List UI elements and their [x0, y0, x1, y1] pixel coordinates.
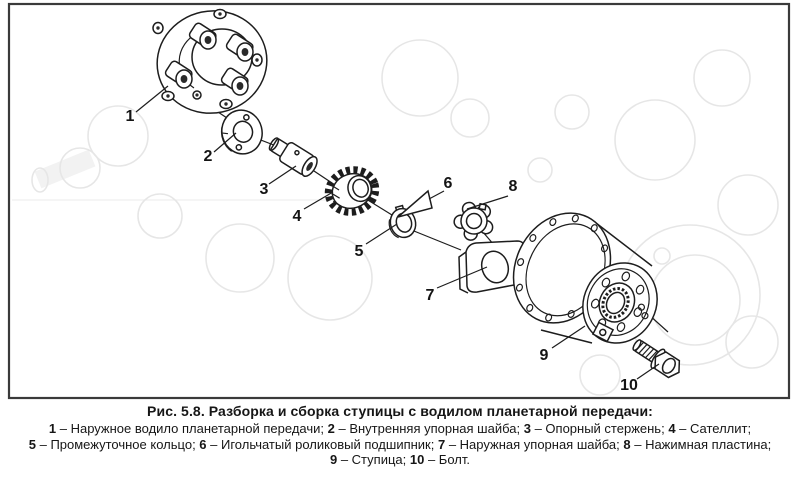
callout-10: 10	[620, 377, 638, 394]
callout-4: 4	[292, 208, 302, 225]
callout-7: 7	[425, 287, 435, 304]
callout-5: 5	[354, 243, 364, 260]
legend-line: 5 – Промежуточное кольцо; 6 – Игольчатый роликовый подшипник; 7 – Наружная упорная шайба; 8 – Нажимная пластина;	[28, 436, 772, 452]
figure-caption	[0, 402, 800, 468]
callout-8: 8	[508, 178, 518, 195]
callout-3: 3	[259, 181, 269, 198]
figure-caption-title: Рис. 5.8. Разборка и сборка ступицы с водилом планетарной передачи:	[147, 403, 653, 419]
legend-line: 9 – Ступица; 10 – Болт.	[329, 452, 470, 467]
callout-9: 9	[539, 347, 549, 364]
legend-line: 1 – Наружное водило планетарной передачи; 2 – Внутренняя упорная шайба; 3 – Опорный стержень; 4 – Сателлит;	[48, 421, 752, 436]
callout-1: 1	[125, 108, 135, 125]
callout-2: 2	[203, 148, 213, 165]
callout-6: 6	[443, 175, 453, 192]
legend-lines	[0, 421, 800, 468]
